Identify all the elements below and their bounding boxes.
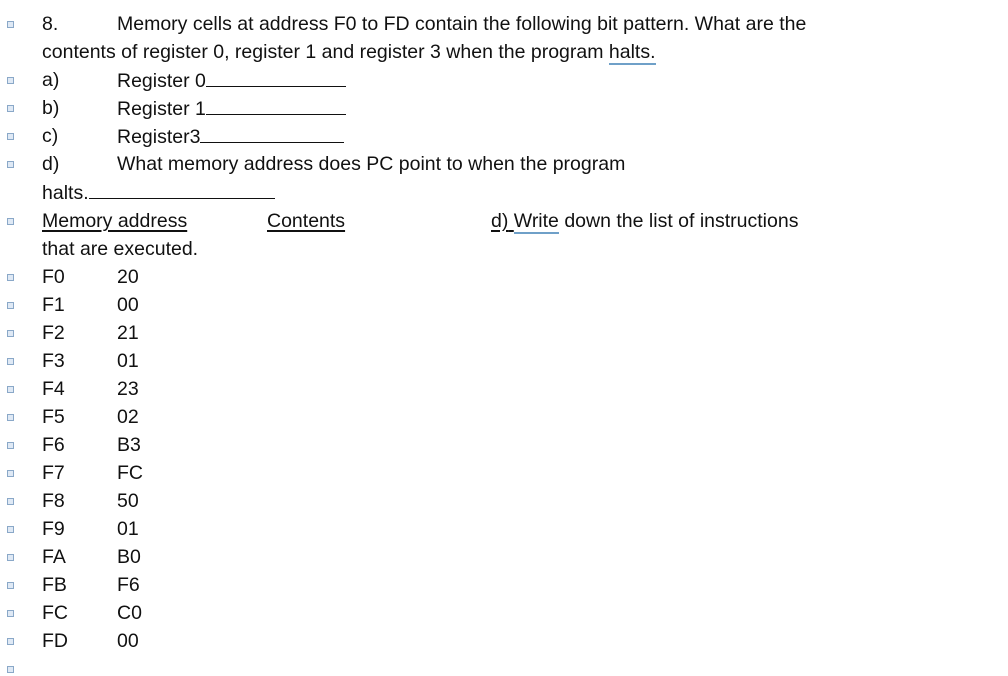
paragraph-marker-icon: [7, 105, 14, 112]
memory-address-cell: F2: [42, 322, 65, 344]
part-c-label: Register3: [117, 126, 201, 148]
paragraph-marker-icon: [7, 218, 14, 225]
paragraph-marker-icon: [7, 666, 14, 673]
question-line-2: [42, 38, 656, 66]
header-d: [491, 207, 798, 235]
part-a-letter: a): [42, 69, 60, 91]
part-d-halts: halts.: [42, 182, 89, 204]
paragraph-marker-icon: [7, 442, 14, 449]
table-row: [42, 431, 141, 459]
paragraph-marker-icon: [7, 414, 14, 421]
contents-heading: Contents: [267, 210, 346, 232]
part-d-cont: [42, 178, 275, 206]
paragraph-marker-icon: [7, 21, 14, 28]
paragraph-marker-icon: [7, 358, 14, 365]
memory-contents-cell: 00: [117, 294, 139, 316]
memory-address-cell: FA: [42, 546, 66, 568]
table-row: [42, 319, 139, 347]
table-row: [42, 347, 139, 375]
table-row: [42, 627, 139, 655]
header-address: [42, 207, 187, 235]
part-b: [42, 94, 206, 122]
memory-contents-cell: 50: [117, 490, 139, 512]
paragraph-marker-icon: [7, 610, 14, 617]
write-word: Write: [513, 210, 559, 232]
d-prefix: d): [491, 210, 509, 232]
question-text-1: Memory cells at address F0 to FD contain the following bit pattern. What are the: [117, 13, 807, 35]
memory-address-cell: F1: [42, 294, 65, 316]
question-number: 8.: [42, 13, 59, 35]
memory-address-cell: FD: [42, 630, 68, 652]
memory-address-cell: F8: [42, 490, 65, 512]
memory-contents-cell: 02: [117, 406, 139, 428]
memory-contents-cell: 01: [117, 518, 139, 540]
memory-contents-cell: B3: [117, 434, 141, 456]
paragraph-marker-icon: [7, 386, 14, 393]
table-row: [42, 403, 139, 431]
table-row: [42, 571, 140, 599]
memory-address-cell: F9: [42, 518, 65, 540]
memory-address-cell: F3: [42, 350, 65, 372]
part-b-letter: b): [42, 97, 60, 119]
table-row: [42, 487, 139, 515]
table-row: [42, 599, 142, 627]
memory-contents-cell: B0: [117, 546, 141, 568]
memory-address-heading: Memory address: [42, 210, 188, 232]
paragraph-marker-icon: [7, 638, 14, 645]
memory-address-cell: FC: [42, 602, 68, 624]
header-cont: [42, 235, 198, 263]
question-line-1: [42, 10, 807, 38]
answer-blank-b[interactable]: [206, 94, 346, 115]
paragraph-marker-icon: [7, 498, 14, 505]
paragraph-marker-icon: [7, 133, 14, 140]
memory-address-cell: F5: [42, 406, 65, 428]
part-d: [42, 150, 626, 178]
part-c: [42, 122, 201, 150]
memory-contents-cell: F6: [117, 574, 140, 596]
paragraph-marker-icon: [7, 330, 14, 337]
part-b-label: Register 1: [117, 98, 206, 120]
paragraph-marker-icon: [7, 77, 14, 84]
memory-contents-cell: FC: [117, 462, 143, 484]
part-d-text: What memory address does PC point to when the program: [117, 153, 626, 175]
halts-word: halts.: [608, 41, 656, 63]
memory-address-cell: F7: [42, 462, 65, 484]
part-d-letter: d): [42, 153, 60, 175]
paragraph-marker-icon: [7, 554, 14, 561]
header-contents: [267, 207, 345, 235]
paragraph-marker-icon: [7, 526, 14, 533]
memory-contents-cell: 23: [117, 378, 139, 400]
memory-contents-cell: 00: [117, 630, 139, 652]
memory-address-cell: FB: [42, 574, 67, 596]
table-row: [42, 291, 139, 319]
table-row: [42, 515, 139, 543]
memory-contents-cell: C0: [117, 602, 142, 624]
memory-contents-cell: 20: [117, 266, 139, 288]
part-c-letter: c): [42, 125, 59, 147]
memory-contents-cell: 01: [117, 350, 139, 372]
memory-address-cell: F6: [42, 434, 65, 456]
table-row: [42, 263, 139, 291]
memory-address-cell: F4: [42, 378, 65, 400]
question-text-2: contents of register 0, register 1 and register 3 when the program: [42, 41, 609, 63]
paragraph-marker-icon: [7, 274, 14, 281]
paragraph-marker-icon: [7, 470, 14, 477]
part-a: [42, 66, 206, 94]
table-row: [42, 543, 141, 571]
paragraph-marker-icon: [7, 582, 14, 589]
paragraph-marker-icon: [7, 161, 14, 168]
paragraph-marker-icon: [7, 302, 14, 309]
d-rest: down the list of instructions: [558, 210, 799, 232]
table-row: [42, 459, 143, 487]
part-a-label: Register 0: [117, 70, 206, 92]
answer-blank-c[interactable]: [200, 122, 344, 143]
answer-blank-a[interactable]: [206, 66, 346, 87]
memory-address-cell: F0: [42, 266, 65, 288]
executed-text: that are executed.: [42, 238, 199, 260]
table-row: [42, 375, 139, 403]
memory-contents-cell: 21: [117, 322, 139, 344]
answer-blank-d[interactable]: [89, 178, 275, 199]
